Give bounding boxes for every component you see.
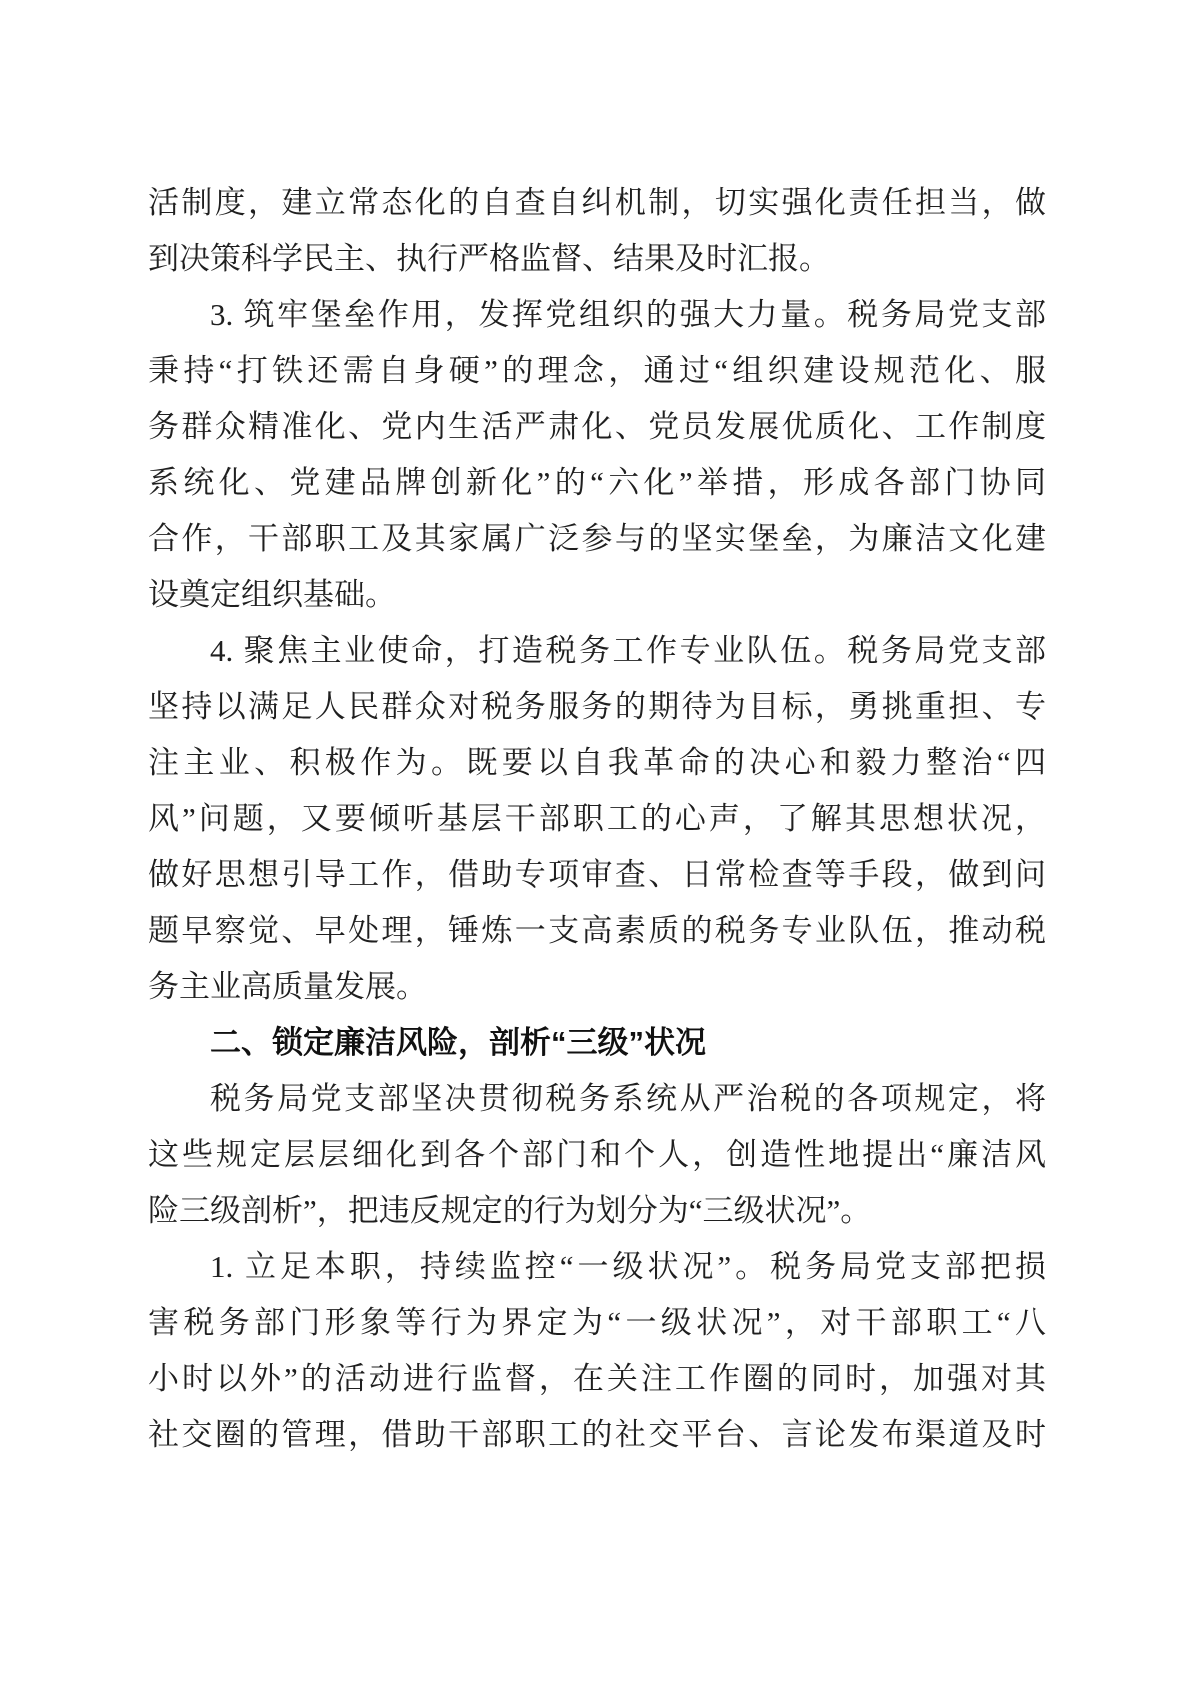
text-line: 坚持以满足人民群众对税务服务的期待为目标，勇挑重担、专 — [148, 689, 1046, 724]
text-line: 1. 立足本职，持续监控“一级状况”。税务局党支部把损 — [210, 1249, 1046, 1284]
text-line: 合作，干部职工及其家属广泛参与的坚实堡垒，为廉洁文化建 — [148, 521, 1046, 556]
text-line: 到决策科学民主、执行严格监督、结果及时汇报。 — [148, 241, 830, 276]
text-line: 务群众精准化、党内生活严肃化、党员发展优质化、工作制度 — [148, 409, 1046, 444]
text-line: 做好思想引导工作，借助专项审查、日常检查等手段，做到问 — [148, 857, 1046, 892]
text-line: 3. 筑牢堡垒作用，发挥党组织的强大力量。税务局党支部 — [210, 297, 1046, 332]
text-line: 风”问题，又要倾听基层干部职工的心声，了解其思想状况， — [148, 801, 1046, 836]
text-line: 系统化、党建品牌创新化”的“六化”举措，形成各部门协同 — [148, 465, 1046, 500]
text-line: 设奠定组织基础。 — [148, 577, 396, 612]
document-body — [148, 175, 1046, 1463]
text-line: 税务局党支部坚决贯彻税务系统从严治税的各项规定，将 — [210, 1081, 1046, 1116]
text-line: 险三级剖析”，把违反规定的行为划分为“三级状况”。 — [148, 1193, 872, 1228]
text-line: 害税务部门形象等行为界定为“一级状况”，对干部职工“八 — [148, 1305, 1046, 1340]
text-line: 社交圈的管理，借助干部职工的社交平台、言论发布渠道及时 — [148, 1417, 1046, 1452]
text-line: 活制度，建立常态化的自查自纠机制，切实强化责任担当，做 — [148, 185, 1046, 220]
text-line: 务主业高质量发展。 — [148, 969, 427, 1004]
text-line: 小时以外”的活动进行监督，在关注工作圈的同时，加强对其 — [148, 1361, 1046, 1396]
text-line: 秉持“打铁还需自身硬”的理念，通过“组织建设规范化、服 — [148, 353, 1046, 388]
text-line: 这些规定层层细化到各个部门和个人，创造性地提出“廉洁风 — [148, 1137, 1046, 1172]
section-heading: 二、锁定廉洁风险，剖析“三级”状况 — [210, 1025, 706, 1060]
text-line: 题早察觉、早处理，锤炼一支高素质的税务专业队伍，推动税 — [148, 913, 1046, 948]
text-line: 注主业、积极作为。既要以自我革命的决心和毅力整治“四 — [148, 745, 1046, 780]
text-line: 4. 聚焦主业使命，打造税务工作专业队伍。税务局党支部 — [210, 633, 1046, 668]
